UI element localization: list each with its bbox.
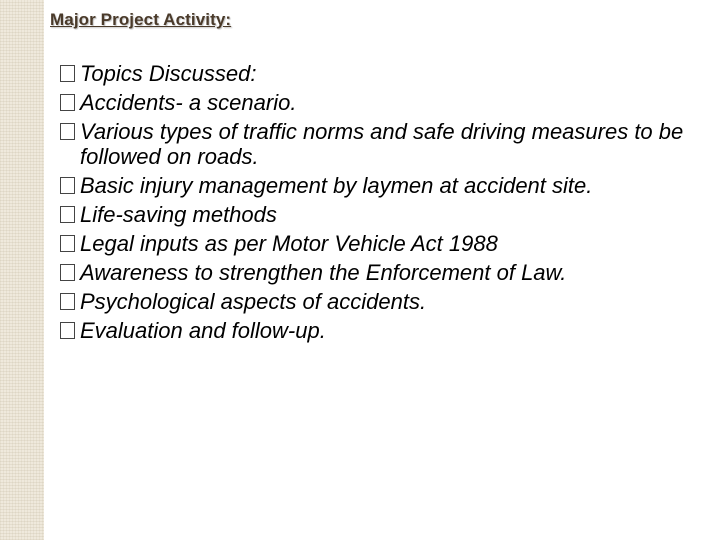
list-item-text: Awareness to strengthen the Enforcement of Law.: [80, 260, 567, 285]
list-item: [56, 61, 706, 86]
list-item-text: Life-saving methods: [80, 202, 277, 227]
list-item: [56, 318, 706, 343]
square-bullet-icon: [60, 264, 75, 281]
list-item: [56, 173, 706, 198]
list-item-text: Psychological aspects of accidents.: [80, 289, 427, 314]
square-bullet-icon: [60, 235, 75, 252]
list-item: [56, 231, 706, 256]
square-bullet-icon: [60, 206, 75, 223]
list-item-text: Evaluation and follow-up.: [80, 318, 326, 343]
list-item: [56, 260, 706, 285]
list-item: [56, 119, 706, 169]
list-item: [56, 289, 706, 314]
list-item: [56, 202, 706, 227]
decorative-left-band: [0, 0, 44, 540]
list-item: [56, 90, 706, 115]
list-item-text: Basic injury management by laymen at accident site.: [80, 173, 593, 198]
list-item-text: Various types of traffic norms and safe driving measures to be followed on roads.: [80, 119, 684, 169]
slide-title: Major Project Activity:: [50, 10, 232, 29]
bullet-list: [56, 61, 706, 347]
list-item-text: Topics Discussed:: [80, 61, 257, 86]
square-bullet-icon: [60, 293, 75, 310]
list-item-text: Legal inputs as per Motor Vehicle Act 1988: [80, 231, 498, 256]
square-bullet-icon: [60, 123, 75, 140]
square-bullet-icon: [60, 177, 75, 194]
square-bullet-icon: [60, 94, 75, 111]
square-bullet-icon: [60, 65, 75, 82]
square-bullet-icon: [60, 322, 75, 339]
list-item-text: Accidents- a scenario.: [80, 90, 297, 115]
